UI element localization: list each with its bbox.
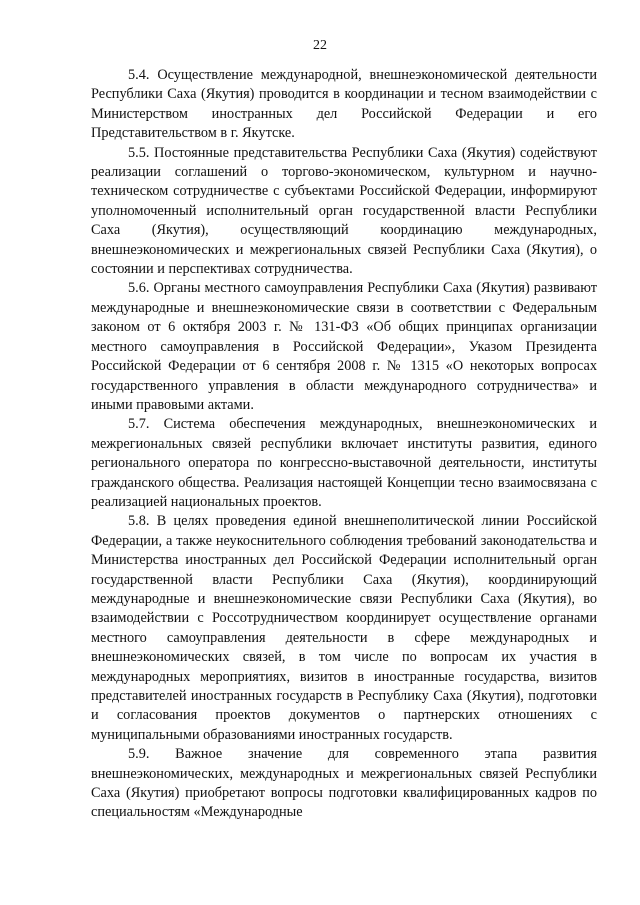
paragraph-5-5: 5.5. Постоянные представительства Республики Саха (Якутия) содействуют реализации соглашений о торгово-экономическом, культурном и научно-техническом сотрудничестве с субъектами Российской Федерации, информируют уполномоченный исполнительный орган государственной власти Республики Саха (Якутия), осуществляющий координацию международных, внешнеэкономических и межрегиональных связей Республики Саха (Якутия), о состоянии и перспективах сотрудничества. (91, 144, 597, 278)
paragraph-5-7: 5.7. Система обеспечения международных, внешнеэкономических и межрегиональных связей республики включает институты развития, единого регионального оператора по конгрессно-выставочной деятельности, институты гражданского общества. Реализация настоящей Концепции тесно взаимосвязана с реализацией национальных проектов. (91, 416, 597, 510)
page-number: 22 (313, 38, 327, 53)
paragraph-5-6: 5.6. Органы местного самоуправления Республики Саха (Якутия) развивают международные и внешнеэкономические связи в соответствии с Федеральным законом от 6 октября 2003 г. № 131-ФЗ «Об общих принципах организации местного самоуправления в Российской Федерации», Указом Президента Российской Федерации от 6 сентября 2008 г. № 1315 «О некоторых вопросах государственного управления в области международного сотрудничества» и иными правовыми актами. (91, 280, 597, 413)
document-body (91, 66, 597, 823)
paragraph-5-4: 5.4. Осуществление международной, внешнеэкономической деятельности Республики Саха (Якутия) проводится в координации и тесном взаимодействии с Министерством иностранных дел Российской Федерации и его Представительством в г. Якутске. (91, 67, 597, 142)
paragraph-5-8: 5.8. В целях проведения единой внешнеполитической линии Российской Федерации, а также неукоснительного соблюдения требований законодательства и Министерства иностранных дел Российской Федерации исполнительный орган государственной власти Республики Саха (Якутия), координирующий международные и внешнеэкономические связи Республики Саха (Якутия), во взаимодействии с Россотрудничеством координирует осуществление органами местного самоуправления деятельности в сфере международных и внешнеэкономических связей, в том числе по вопросам их участия в международных мероприятиях, визитов в иностранные государства, визитов представителей иностранных государств в Республику Саха (Якутия), подготовки и согласования проектов документов о партнерских отношениях с муниципальными образованиями иностранных государств. (91, 513, 597, 743)
paragraph-5-9: 5.9. Важное значение для современного этапа развития внешнеэкономических, международных и межрегиональных связей Республики Саха (Якутия) приобретают вопросы подготовки квалифицированных кадров по специальностям «Международные (91, 746, 597, 821)
